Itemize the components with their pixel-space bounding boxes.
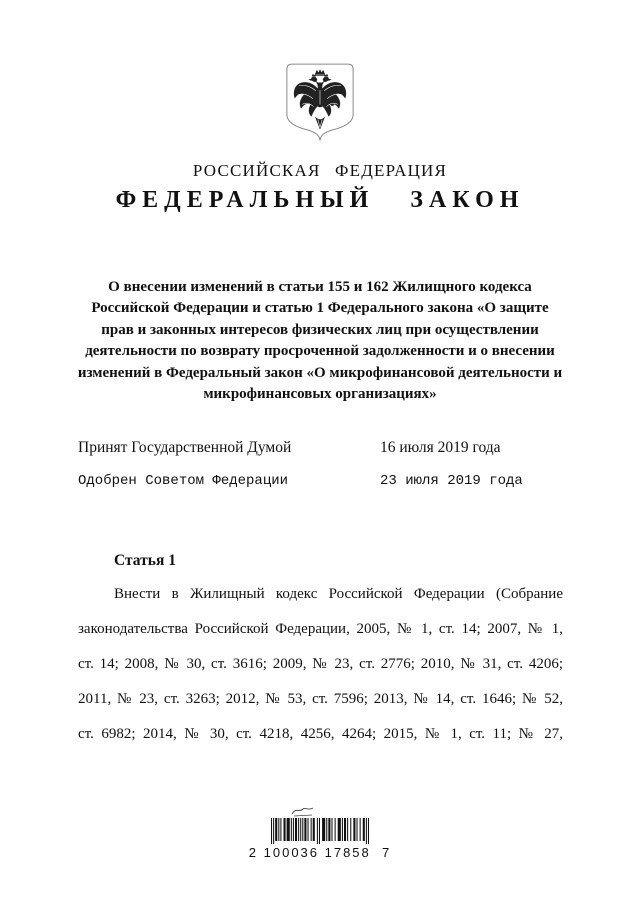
law-title-line: изменений в Федеральный закон «О микрофинансовой деятельности и: [77, 364, 563, 381]
body-line: Внести в Жилищный кодекс Российской Федерации (Собрание: [114, 586, 563, 603]
article-body: [78, 577, 563, 752]
adoption-date: 23 июля 2019 года: [380, 473, 523, 490]
law-title-line: микрофинансовых организациях»: [203, 386, 437, 403]
body-line: ст. 14; 2008, № 30, ст. 3616; 2009, № 23, ст. 2776; 2010, № 31, ст. 4206;: [78, 656, 563, 673]
coat-of-arms-block: [0, 0, 640, 149]
adoption-block: [78, 438, 563, 491]
law-title-line: деятельности по возврату просроченной задолженности и о внесении: [85, 343, 555, 360]
body-line: 2011, № 23, ст. 3263; 2012, № 53, ст. 7596; 2013, № 14, ст. 1646; № 52,: [78, 691, 563, 708]
barcode-block: [0, 804, 640, 860]
law-title-line: прав и законных интересов физических лиц при осуществлении: [101, 321, 539, 338]
article-heading: Статья 1: [114, 552, 176, 570]
body-line: ст. 6982; 2014, № 30, ст. 4218, 4256, 4264; 2015, № 1, ст. 11; № 27,: [78, 726, 563, 743]
country-title: РОССИЙСКАЯ ФЕДЕРАЦИЯ: [192, 161, 448, 180]
adoption-label: Принят Государственной Думой: [78, 439, 292, 457]
adoption-row-duma: [78, 438, 563, 458]
adoption-row-council: [78, 471, 563, 491]
russian-coat-of-arms-icon: [284, 62, 356, 144]
law-title-line: О внесении изменений в статьи 155 и 162 Жилищного кодекса: [108, 279, 532, 295]
adoption-date: 16 июля 2019 года: [380, 439, 501, 457]
adoption-label: Одобрен Советом Федерации: [78, 473, 289, 490]
law-title-line: Российской Федерации и статью 1 Федерального закона «О защите: [91, 300, 549, 317]
stamp-mark-icon: [290, 804, 316, 818]
law-type-title: ФЕДЕРАЛЬНЫЙ ЗАКОН: [115, 187, 525, 213]
law-title: [67, 277, 573, 405]
body-line: законодательства Российской Федерации, 2005, № 1, ст. 14; 2007, № 1,: [78, 621, 563, 638]
barcode-number: 2 100036 17858 7: [248, 845, 392, 860]
barcode-image: [271, 818, 369, 844]
